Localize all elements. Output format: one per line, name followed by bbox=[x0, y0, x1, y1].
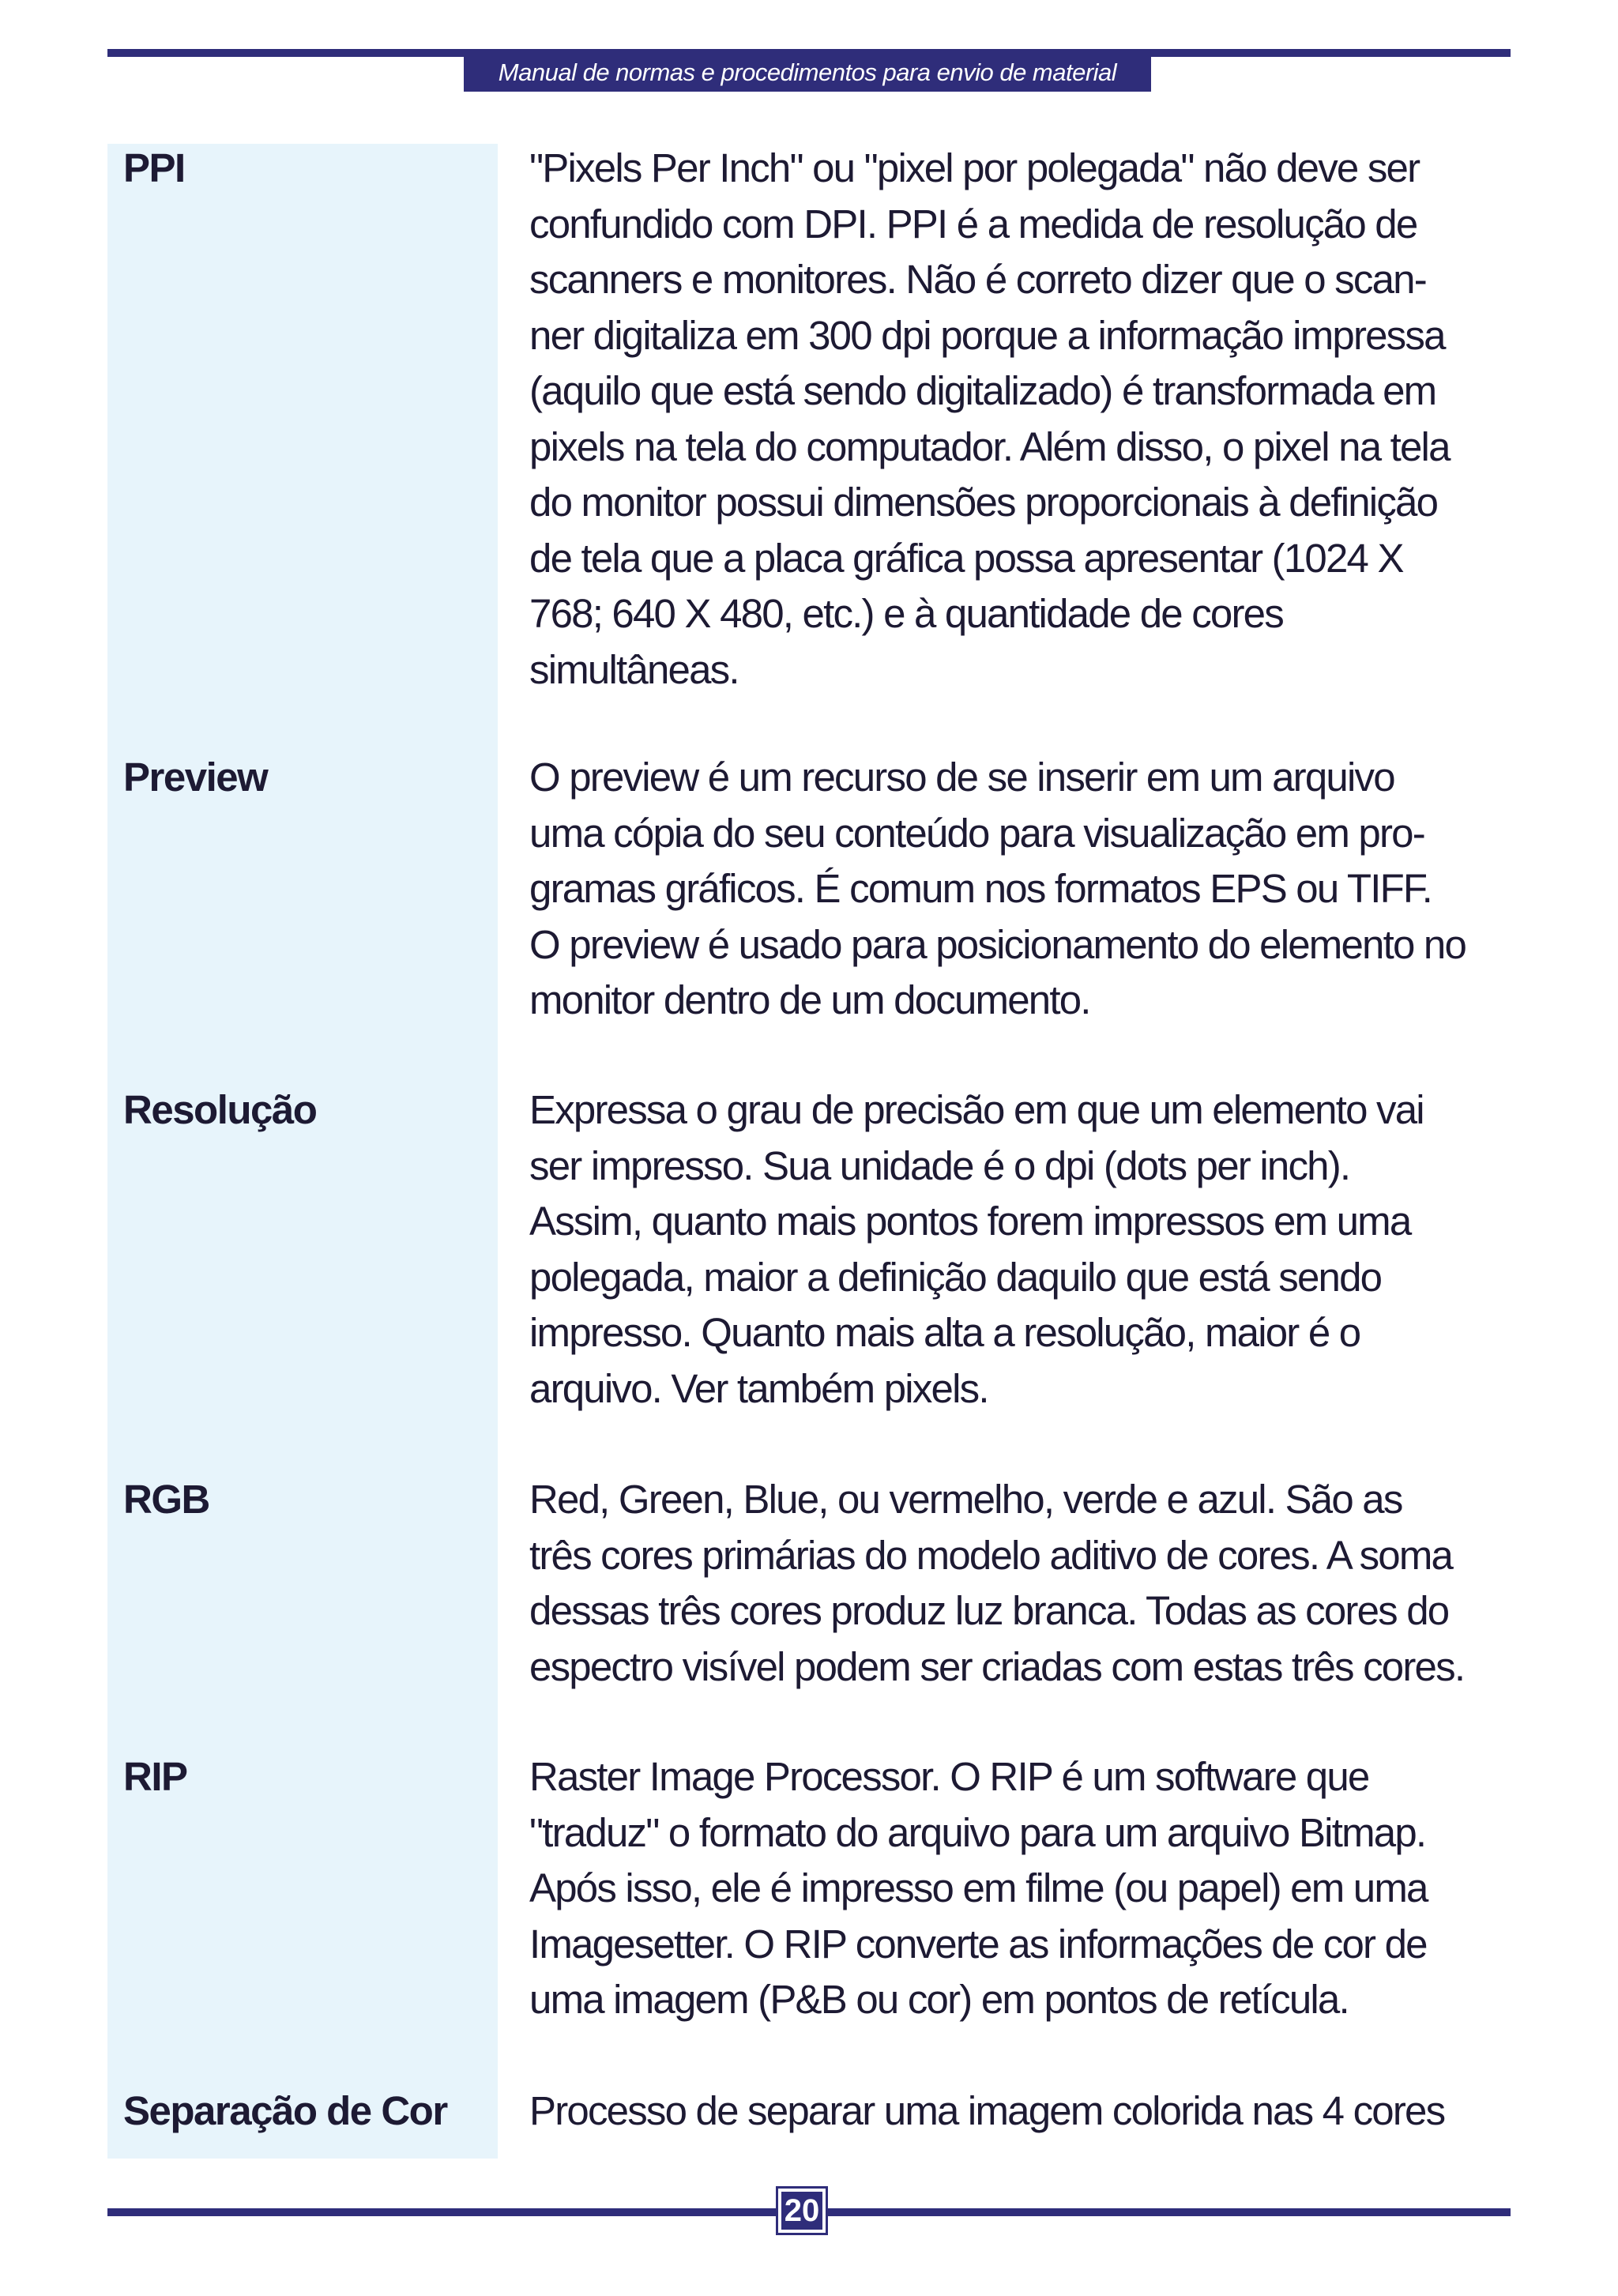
document-title: Manual de normas e procedimentos para envio de material bbox=[498, 58, 1117, 86]
definition-preview: O preview é um recurso de se inserir em um arquivo uma cópia do seu conteúdo para visualização em pro- gramas gráficos. É comum nos formatos EPS ou TIFF. O preview é usado para posicionamento do elemento no monitor dentro de um documento. bbox=[529, 755, 1466, 1022]
term-preview: Preview bbox=[123, 755, 268, 800]
page-number-box bbox=[776, 2186, 828, 2235]
term-ppi: PPI bbox=[123, 145, 185, 190]
term-rgb: RGB bbox=[123, 1477, 209, 1522]
term-separacao-de-cor: Separação de Cor bbox=[123, 2088, 447, 2133]
definition-rgb: Red, Green, Blue, ou vermelho, verde e azul. São as três cores primárias do modelo aditivo de cores. A soma dessas três cores produz luz branca. Todas as cores do espectro visível podem ser criadas com estas três cores. bbox=[529, 1477, 1465, 1689]
definition-ppi: "Pixels Per Inch" ou "pixel por polegada" não deve ser confundido com DPI. PPI é a medida de resolução de scanners e monitores. Não é correto dizer que o scan- ner digitaliza em 300 dpi porque a informação impressa (aquilo que está sendo digitalizado) é transformada em pixels na tela do computador. Além disso, o pixel na tela do monitor possui dimensões proporcionais à definição de tela que a placa gráfica possa apresentar (1024 X 768; 640 X 480, etc.) e à quantidade de cores simultâneas. bbox=[529, 145, 1450, 692]
page-number: 20 bbox=[781, 2192, 822, 2230]
definition-resolucao: Expressa o grau de precisão em que um elemento vai ser impresso. Sua unidade é o dpi (dots per inch). Assim, quanto mais pontos forem impressos em uma polegada, maior a definição daquilo que está sendo impresso. Quanto mais alta a resolução, maior é o arquivo. Ver também pixels. bbox=[529, 1087, 1424, 1411]
term-column-background bbox=[107, 144, 498, 2159]
definition-separacao-de-cor: Processo de separar uma imagem colorida nas 4 cores bbox=[529, 2088, 1445, 2133]
term-rip: RIP bbox=[123, 1754, 187, 1799]
header-tab bbox=[464, 54, 1151, 92]
term-resolucao: Resolução bbox=[123, 1087, 317, 1132]
definition-rip: Raster Image Processor. O RIP é um software que "traduz" o formato do arquivo para um arquivo Bitmap. Após isso, ele é impresso em filme (ou papel) em uma Imagesetter. O RIP converte as informações de cor de uma imagem (P&B ou cor) em pontos de retícula. bbox=[529, 1754, 1428, 2022]
